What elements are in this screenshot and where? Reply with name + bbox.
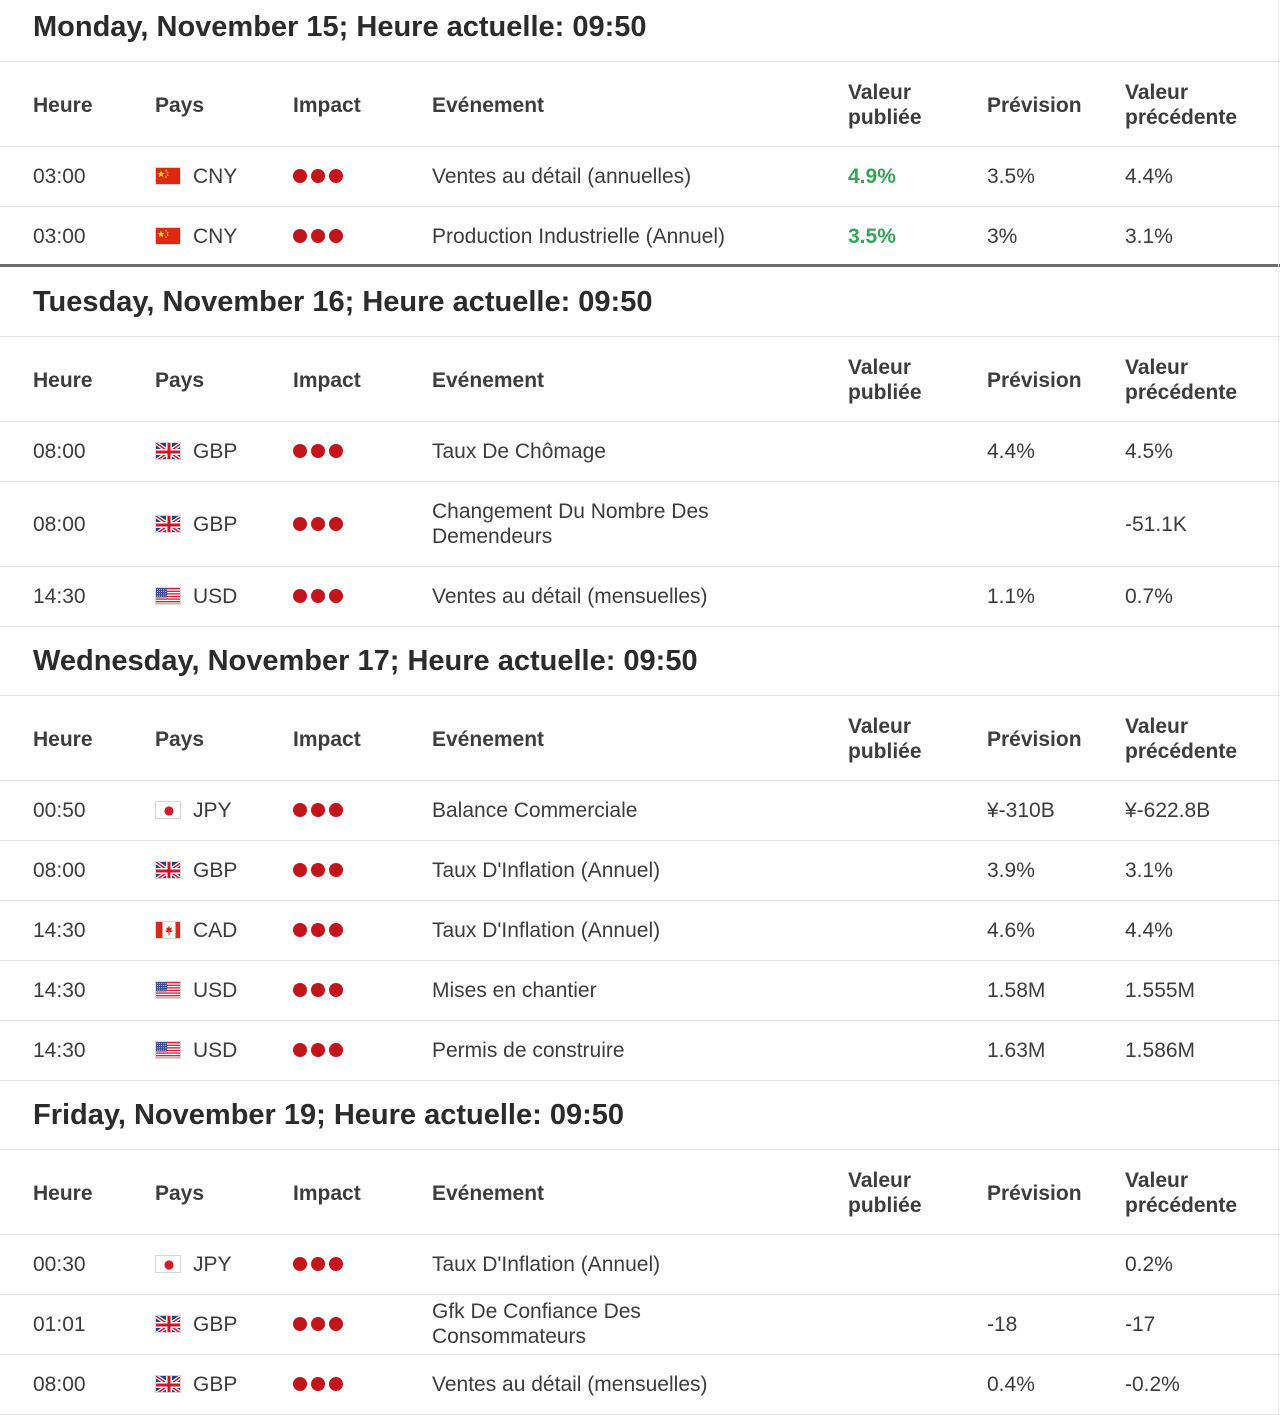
impact-indicator bbox=[293, 169, 345, 183]
us-flag-icon bbox=[155, 1041, 181, 1059]
impact-dot-icon bbox=[311, 169, 325, 183]
header-prevision: Prévision bbox=[987, 1182, 1082, 1205]
row-divider bbox=[0, 626, 1280, 627]
header-valeur-precedente: Valeur précédente bbox=[1125, 81, 1238, 129]
forecast-value: 1.58M bbox=[987, 979, 1046, 1002]
impact-indicator bbox=[293, 1257, 345, 1271]
japan-flag-icon bbox=[155, 1255, 181, 1273]
impact-dot-icon bbox=[311, 589, 325, 603]
header-impact: Impact bbox=[293, 1182, 361, 1205]
row-divider bbox=[0, 695, 1280, 696]
us-flag-icon bbox=[155, 587, 181, 605]
impact-dot-icon bbox=[311, 863, 325, 877]
header-pays: Pays bbox=[155, 1182, 205, 1205]
actual-value: 3.5% bbox=[848, 225, 896, 248]
forecast-value: 1.63M bbox=[987, 1039, 1046, 1062]
row-divider bbox=[0, 336, 1280, 337]
uk-flag-icon bbox=[155, 1375, 181, 1393]
header-valeur-publiee: Valeur publiée bbox=[848, 81, 922, 129]
header-impact: Impact bbox=[293, 369, 361, 392]
currency-code: GBP bbox=[193, 1313, 238, 1336]
row-divider bbox=[0, 1149, 1280, 1150]
impact-dot-icon bbox=[311, 229, 325, 243]
header-evenement: Evénement bbox=[432, 369, 545, 392]
event-name: Ventes au détail (mensuelles) bbox=[432, 585, 708, 608]
header-pays: Pays bbox=[155, 94, 205, 117]
impact-dot-icon bbox=[329, 983, 343, 997]
forecast-value: 4.4% bbox=[987, 440, 1035, 463]
table-row[interactable] bbox=[0, 780, 1280, 840]
event-name: Gfk De Confiance Des Consommateurs bbox=[432, 1300, 641, 1348]
previous-value: 1.555M bbox=[1125, 979, 1196, 1002]
impact-dot-icon bbox=[311, 923, 325, 937]
china-flag-icon bbox=[155, 167, 181, 185]
day-title: Tuesday, November 16; Heure actuelle: 09:50 bbox=[33, 286, 653, 318]
row-divider bbox=[0, 61, 1280, 62]
impact-indicator bbox=[293, 803, 345, 817]
event-time: 14:30 bbox=[33, 1039, 86, 1062]
event-time: 14:30 bbox=[33, 585, 86, 608]
previous-value: 4.4% bbox=[1125, 165, 1173, 188]
day-title: Wednesday, November 17; Heure actuelle: 09:50 bbox=[33, 645, 698, 677]
currency-code: USD bbox=[193, 1039, 238, 1062]
impact-dot-icon bbox=[329, 863, 343, 877]
header-impact: Impact bbox=[293, 728, 361, 751]
event-time: 08:00 bbox=[33, 440, 86, 463]
header-prevision: Prévision bbox=[987, 369, 1082, 392]
impact-dot-icon bbox=[329, 923, 343, 937]
china-flag-icon bbox=[155, 227, 181, 245]
uk-flag-icon bbox=[155, 515, 181, 533]
header-evenement: Evénement bbox=[432, 94, 545, 117]
row-divider bbox=[0, 481, 1280, 482]
header-heure: Heure bbox=[33, 728, 93, 751]
previous-value: 0.7% bbox=[1125, 585, 1173, 608]
forecast-value: -18 bbox=[987, 1313, 1018, 1336]
canada-flag-icon bbox=[155, 921, 181, 939]
header-valeur-precedente: Valeur précédente bbox=[1125, 715, 1238, 763]
impact-dot-icon bbox=[311, 1317, 325, 1331]
currency-code: JPY bbox=[193, 799, 232, 822]
previous-value: -51.1K bbox=[1125, 513, 1187, 536]
impact-dot-icon bbox=[293, 1043, 307, 1057]
event-time: 08:00 bbox=[33, 1373, 86, 1396]
event-time: 00:30 bbox=[33, 1253, 86, 1276]
currency-code: CNY bbox=[193, 165, 238, 188]
uk-flag-icon bbox=[155, 1315, 181, 1333]
event-name: Taux De Chômage bbox=[432, 440, 606, 463]
day-title: Monday, November 15; Heure actuelle: 09:50 bbox=[33, 11, 647, 43]
previous-value: -17 bbox=[1125, 1313, 1156, 1336]
event-name: Ventes au détail (mensuelles) bbox=[432, 1373, 708, 1396]
impact-indicator bbox=[293, 1043, 345, 1057]
event-name: Ventes au détail (annuelles) bbox=[432, 165, 692, 188]
header-valeur-publiee: Valeur publiée bbox=[848, 356, 922, 404]
impact-dot-icon bbox=[329, 169, 343, 183]
previous-value: 3.1% bbox=[1125, 225, 1173, 248]
impact-dot-icon bbox=[311, 1043, 325, 1057]
header-heure: Heure bbox=[33, 369, 93, 392]
event-name: Taux D'Inflation (Annuel) bbox=[432, 859, 661, 882]
event-time: 14:30 bbox=[33, 919, 86, 942]
impact-dot-icon bbox=[293, 863, 307, 877]
event-name: Changement Du Nombre Des Demendeurs bbox=[432, 500, 709, 548]
impact-dot-icon bbox=[293, 229, 307, 243]
header-heure: Heure bbox=[33, 1182, 93, 1205]
impact-dot-icon bbox=[329, 444, 343, 458]
impact-dot-icon bbox=[329, 229, 343, 243]
previous-value: ¥-622.8B bbox=[1125, 799, 1211, 822]
currency-code: GBP bbox=[193, 440, 238, 463]
event-time: 00:50 bbox=[33, 799, 86, 822]
currency-code: GBP bbox=[193, 513, 238, 536]
impact-dot-icon bbox=[293, 517, 307, 531]
uk-flag-icon bbox=[155, 442, 181, 460]
impact-dot-icon bbox=[329, 803, 343, 817]
event-time: 03:00 bbox=[33, 225, 86, 248]
impact-indicator bbox=[293, 983, 345, 997]
impact-dot-icon bbox=[329, 1377, 343, 1391]
impact-dot-icon bbox=[311, 444, 325, 458]
event-name: Permis de construire bbox=[432, 1039, 625, 1062]
event-time: 08:00 bbox=[33, 859, 86, 882]
impact-dot-icon bbox=[293, 923, 307, 937]
uk-flag-icon bbox=[155, 861, 181, 879]
currency-code: GBP bbox=[193, 859, 238, 882]
impact-dot-icon bbox=[311, 983, 325, 997]
impact-indicator bbox=[293, 923, 345, 937]
impact-dot-icon bbox=[311, 1377, 325, 1391]
event-name: Taux D'Inflation (Annuel) bbox=[432, 1253, 661, 1276]
header-valeur-precedente: Valeur précédente bbox=[1125, 1169, 1238, 1217]
impact-dot-icon bbox=[293, 803, 307, 817]
event-time: 03:00 bbox=[33, 165, 86, 188]
event-name: Mises en chantier bbox=[432, 979, 597, 1002]
impact-dot-icon bbox=[293, 983, 307, 997]
row-divider bbox=[0, 1080, 1280, 1081]
impact-indicator bbox=[293, 589, 345, 603]
event-time: 08:00 bbox=[33, 513, 86, 536]
table-row[interactable] bbox=[0, 1020, 1280, 1080]
previous-value: 0.2% bbox=[1125, 1253, 1173, 1276]
impact-dot-icon bbox=[311, 517, 325, 531]
actual-value: 4.9% bbox=[848, 165, 896, 188]
impact-indicator bbox=[293, 1377, 345, 1391]
impact-dot-icon bbox=[311, 1257, 325, 1271]
currency-code: CNY bbox=[193, 225, 238, 248]
header-valeur-precedente: Valeur précédente bbox=[1125, 356, 1238, 404]
forecast-value: ¥-310B bbox=[987, 799, 1055, 822]
table-row[interactable] bbox=[0, 421, 1280, 481]
impact-dot-icon bbox=[311, 803, 325, 817]
previous-value: 4.5% bbox=[1125, 440, 1173, 463]
header-evenement: Evénement bbox=[432, 728, 545, 751]
header-pays: Pays bbox=[155, 369, 205, 392]
currency-code: GBP bbox=[193, 1373, 238, 1396]
header-heure: Heure bbox=[33, 94, 93, 117]
forecast-value: 0.4% bbox=[987, 1373, 1035, 1396]
header-valeur-publiee: Valeur publiée bbox=[848, 1169, 922, 1217]
impact-dot-icon bbox=[293, 444, 307, 458]
previous-value: -0.2% bbox=[1125, 1373, 1180, 1396]
impact-dot-icon bbox=[329, 1043, 343, 1057]
table-row[interactable] bbox=[0, 960, 1280, 1020]
impact-dot-icon bbox=[329, 517, 343, 531]
header-evenement: Evénement bbox=[432, 1182, 545, 1205]
japan-flag-icon bbox=[155, 801, 181, 819]
header-prevision: Prévision bbox=[987, 728, 1082, 751]
impact-dot-icon bbox=[293, 1377, 307, 1391]
currency-code: USD bbox=[193, 585, 238, 608]
impact-indicator bbox=[293, 1317, 345, 1331]
forecast-value: 3% bbox=[987, 225, 1018, 248]
impact-dot-icon bbox=[293, 1257, 307, 1271]
impact-indicator bbox=[293, 517, 345, 531]
header-prevision: Prévision bbox=[987, 94, 1082, 117]
event-name: Production Industrielle (Annuel) bbox=[432, 225, 725, 248]
forecast-value: 1.1% bbox=[987, 585, 1035, 608]
previous-value: 1.586M bbox=[1125, 1039, 1196, 1062]
forecast-value: 3.9% bbox=[987, 859, 1035, 882]
event-name: Taux D'Inflation (Annuel) bbox=[432, 919, 661, 942]
currency-code: JPY bbox=[193, 1253, 232, 1276]
forecast-value: 4.6% bbox=[987, 919, 1035, 942]
forecast-value: 3.5% bbox=[987, 165, 1035, 188]
currency-code: CAD bbox=[193, 919, 238, 942]
impact-dot-icon bbox=[293, 1317, 307, 1331]
impact-dot-icon bbox=[293, 589, 307, 603]
header-valeur-publiee: Valeur publiée bbox=[848, 715, 922, 763]
impact-dot-icon bbox=[293, 169, 307, 183]
header-pays: Pays bbox=[155, 728, 205, 751]
impact-dot-icon bbox=[329, 1257, 343, 1271]
impact-indicator bbox=[293, 444, 345, 458]
event-name: Balance Commerciale bbox=[432, 799, 638, 822]
us-flag-icon bbox=[155, 981, 181, 999]
previous-value: 4.4% bbox=[1125, 919, 1173, 942]
impact-dot-icon bbox=[329, 589, 343, 603]
previous-value: 3.1% bbox=[1125, 859, 1173, 882]
header-impact: Impact bbox=[293, 94, 361, 117]
impact-dot-icon bbox=[329, 1317, 343, 1331]
event-time: 01:01 bbox=[33, 1313, 86, 1336]
impact-indicator bbox=[293, 863, 345, 877]
event-time: 14:30 bbox=[33, 979, 86, 1002]
impact-indicator bbox=[293, 229, 345, 243]
currency-code: USD bbox=[193, 979, 238, 1002]
day-title: Friday, November 19; Heure actuelle: 09:50 bbox=[33, 1099, 624, 1131]
